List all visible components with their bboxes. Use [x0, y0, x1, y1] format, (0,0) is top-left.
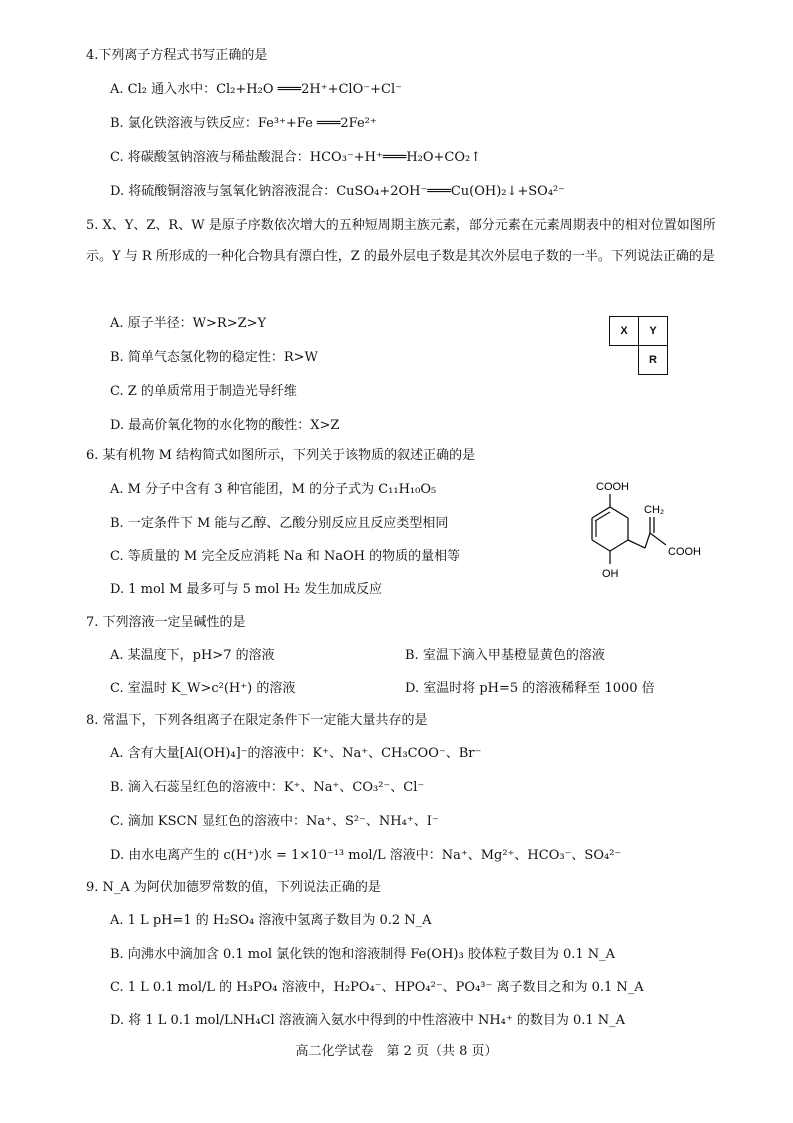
q4-option-a: A. Cl₂ 通入水中：Cl₂+H₂O ═══2H⁺+ClO⁻+Cl⁻	[110, 82, 402, 97]
periodic-cell-r: R	[638, 345, 668, 375]
bond	[592, 507, 610, 518]
q5-option-c: C. Z 的单质常用于制造光导纤维	[110, 384, 297, 399]
q6-option-c: C. 等质量的 M 完全反应消耗 Na 和 NaOH 的物质的量相等	[110, 549, 461, 564]
q4-option-c: C. 将碳酸氢钠溶液与稀盐酸混合：HCO₃⁻+H⁺═══H₂O+CO₂↑	[110, 150, 482, 165]
q4-option-d: D. 将硫酸铜溶液与氢氧化钠溶液混合：CuSO₄+2OH⁻═══Cu(OH)₂↓+SO₄²⁻	[110, 184, 566, 199]
q6-stem: 6. 某有机物 M 结构简式如图所示，下列关于该物质的叙述正确的是	[86, 448, 476, 463]
periodic-cell-x: X	[609, 316, 639, 346]
double-bond	[595, 512, 610, 521]
q4-option-b: B. 氯化铁溶液与铁反应：Fe³⁺+Fe ═══2Fe²⁺	[110, 116, 377, 131]
q5-option-b: B. 简单气态氢化物的稳定性：R>W	[110, 350, 318, 365]
bond	[592, 540, 610, 551]
bond	[628, 540, 645, 548]
bond	[650, 533, 666, 545]
bond	[610, 507, 628, 518]
q8-stem: 8. 常温下，下列各组离子在限定条件下一定能大量共存的是	[86, 713, 428, 728]
bond	[610, 540, 628, 551]
q9-option-a: A. 1 L pH=1 的 H₂SO₄ 溶液中氢离子数目为 0.2 N_A	[110, 913, 432, 928]
q4-stem: 4.下列离子方程式书写正确的是	[86, 48, 268, 63]
structure-formula-m	[570, 475, 720, 590]
label-oh: OH	[602, 568, 619, 580]
q5-option-a: A. 原子半径：W>R>Z>Y	[110, 316, 267, 331]
label-ch2: CH₂	[644, 504, 665, 516]
q9-stem: 9. N_A 为阿伏加德罗常数的值，下列说法正确的是	[86, 880, 381, 895]
q8-option-d: D. 由水电离产生的 c(H⁺)水 = 1×10⁻¹³ mol/L 溶液中：Na⁺、Mg²⁺、HCO₃⁻、SO₄²⁻	[110, 848, 622, 863]
q7-option-a: A. 某温度下，pH>7 的溶液	[110, 648, 275, 663]
q7-option-b: B. 室温下滴入甲基橙显黄色的溶液	[405, 648, 605, 663]
label-cooh-top: COOH	[596, 481, 629, 493]
label-cooh-right: COOH	[668, 546, 701, 558]
q7-option-d: D. 室温时将 pH=5 的溶液稀释至 1000 倍	[405, 681, 655, 696]
q5-option-d: D. 最高价氧化物的水化物的酸性：X>Z	[110, 418, 340, 433]
q8-option-b: B. 滴入石蕊呈红色的溶液中：K⁺、Na⁺、CO₃²⁻、Cl⁻	[110, 780, 425, 795]
q6-option-d: D. 1 mol M 最多可与 5 mol H₂ 发生加成反应	[110, 582, 383, 597]
q8-option-c: C. 滴加 KSCN 显红色的溶液中：Na⁺、S²⁻、NH₄⁺、I⁻	[110, 814, 439, 829]
q9-option-b: B. 向沸水中滴加含 0.1 mol 氯化铁的饱和溶液制得 Fe(OH)₃ 胶体粒子数目为 0.1 N_A	[110, 947, 616, 962]
q7-stem: 7. 下列溶液一定呈碱性的是	[86, 615, 246, 630]
q9-option-d: D. 将 1 L 0.1 mol/LNH₄Cl 溶液滴入氨水中得到的中性溶液中 NH₄⁺ 的数目为 0.1 N_A	[110, 1013, 626, 1028]
q6-option-b: B. 一定条件下 M 能与乙醇、乙酸分别反应且反应类型相同	[110, 516, 449, 531]
bond	[645, 533, 650, 548]
q7-option-c: C. 室温时 K_W>c²(H⁺) 的溶液	[110, 681, 296, 696]
q5-stem: 5. X、Y、Z、R、W 是原子序数依次增大的五种短周期主族元素，部分元素在元素周期表中的相对位置如图所示。Y 与 R 所形成的一种化合物具有漂白性，Z 的最外层电子数是其次外层电子数的一半。下列说法正确的是	[86, 218, 716, 264]
q8-option-a: A. 含有大量[Al(OH)₄]⁻的溶液中：K⁺、Na⁺、CH₃COO⁻、Br⁻	[110, 746, 482, 761]
page-footer: 高二化学试卷 第 2 页（共 8 页）	[295, 1044, 498, 1059]
q9-option-c: C. 1 L 0.1 mol/L 的 H₃PO₄ 溶液中，H₂PO₄⁻、HPO₄²⁻、PO₄³⁻ 离子数目之和为 0.1 N_A	[110, 980, 644, 995]
q6-option-a: A. M 分子中含有 3 种官能团，M 的分子式为 C₁₁H₁₀O₅	[110, 482, 437, 497]
periodic-cell-y: Y	[638, 316, 668, 346]
